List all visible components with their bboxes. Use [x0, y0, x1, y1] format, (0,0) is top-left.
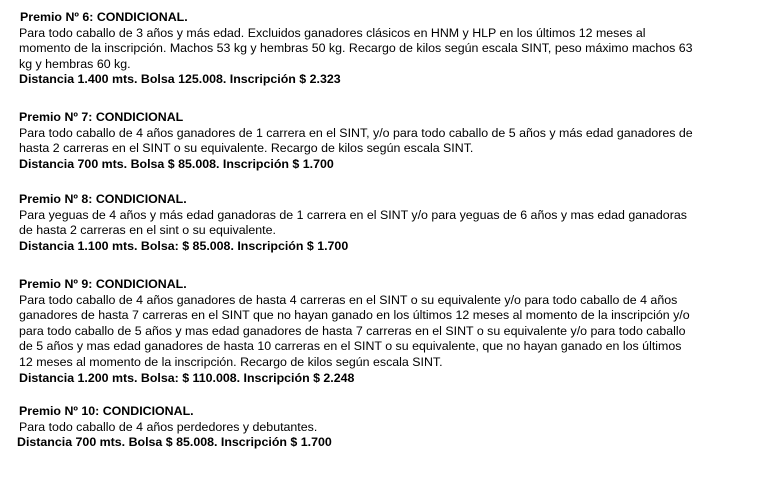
premio-6-title: Premio Nº 6: CONDICIONAL.: [20, 10, 188, 24]
premio-9-line-3: para todo caballo de 5 años y mas edad ganadores de hasta 7 carreras en el SINT o su equivalente y/o para todo caballo: [19, 323, 686, 338]
premio-6-details: Distancia 1.400 mts. Bolsa 125.008. Inscripción $ 2.323: [19, 72, 341, 87]
premio-8-line-2: de hasta 2 carreras en el sint o su equivalente.: [19, 223, 276, 238]
premio-9-section: [19, 277, 749, 386]
premio-10-title: Premio Nº 10: CONDICIONAL.: [19, 404, 194, 418]
premio-9-title: Premio Nº 9: CONDICIONAL.: [19, 277, 187, 291]
premio-9-line-5: 12 meses al momento de la inscripción. Recargo de kilos según escala SINT.: [19, 354, 443, 369]
premio-7-details: Distancia 700 mts. Bolsa $ 85.008. Inscripción $ 1.700: [19, 156, 334, 171]
premio-9-description: [19, 293, 749, 371]
premio-9-line-2: ganadores de hasta 7 carreras en el SINT que no hayan ganado en los últimos 12 meses al momento de la inscripción y/o: [19, 308, 690, 323]
premio-7-title: Premio Nº 7: CONDICIONAL: [19, 110, 184, 124]
premio-7-section: [19, 110, 749, 172]
premio-10-section: [19, 404, 749, 451]
premio-10-line-1: Para todo caballo de 4 años perdedores y debutantes.: [19, 419, 318, 434]
premio-8-title: Premio Nº 8: CONDICIONAL.: [19, 192, 187, 206]
premio-10-details: Distancia 700 mts. Bolsa $ 85.008. Inscripción $ 1.700: [17, 435, 332, 450]
premio-10-description: [19, 420, 749, 436]
premio-7-description: [19, 126, 749, 157]
premio-6-line-1: Para todo caballo de 3 años y más edad. Excluidos ganadores clásicos en HNM y HLP en los últimos 12 meses al: [19, 25, 646, 40]
premio-6-section: [19, 10, 749, 88]
premio-7-line-1: Para todo caballo de 4 años ganadores de 1 carrera en el SINT, y/o para todo caballo de 5 años y más edad ganadores de: [19, 125, 693, 140]
premio-8-details: Distancia 1.100 mts. Bolsa: $ 85.008. Inscripción $ 1.700: [19, 238, 349, 253]
premio-8-line-1: Para yeguas de 4 años y más edad ganadoras de 1 carrera en el SINT y/o para yeguas de 6 años y mas edad ganadoras: [19, 207, 687, 222]
premio-6-line-3: kg y hembras 60 kg.: [19, 56, 131, 71]
premio-9-details: Distancia 1.200 mts. Bolsa: $ 110.008. Inscripción $ 2.248: [19, 370, 355, 385]
premio-8-section: [19, 192, 749, 254]
premio-9-line-1: Para todo caballo de 4 años ganadores de hasta 4 carreras en el SINT o su equivalente y/o para todo caballo de 4 años: [19, 292, 678, 307]
premio-9-line-4: de 5 años y mas edad ganadores de hasta 10 carreras en el SINT o su equivalente, que no hayan ganado en los últimos: [19, 339, 682, 354]
premio-7-line-2: hasta 2 carreras en el SINT o su equivalente. Recargo de kilos según escala SINT.: [19, 141, 474, 156]
premio-6-description: [19, 26, 749, 73]
premio-6-line-2: momento de la inscripción. Machos 53 kg y hembras 50 kg. Recargo de kilos según escala SINT, peso máximo machos 63: [19, 41, 693, 56]
premio-8-description: [19, 208, 749, 239]
